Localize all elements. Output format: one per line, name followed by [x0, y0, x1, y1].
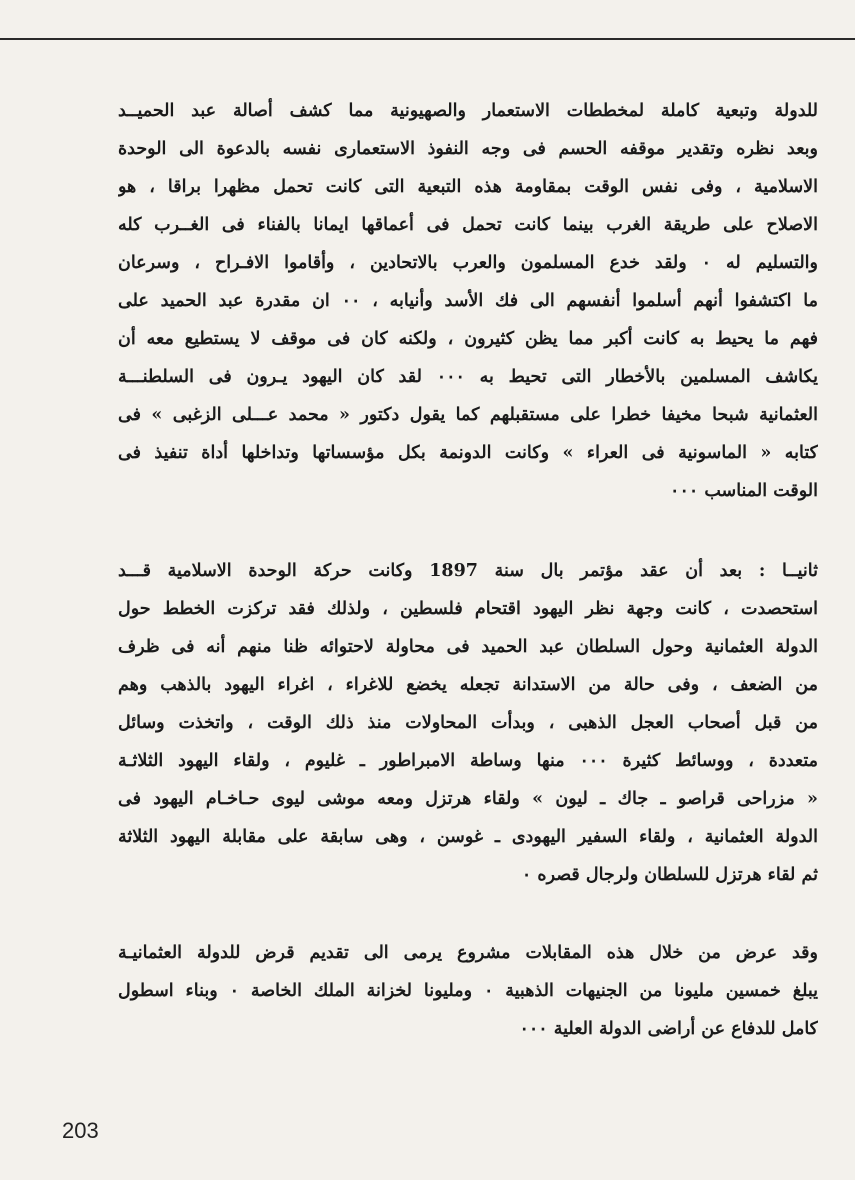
paragraph-line: العثمانية شبحا مخيفا خطرا على مستقبلهم كما يقول دكتور « محمد عـــلى الزغبى » فى [118, 405, 818, 425]
paragraph-line: الدولة العثمانية ، ولقاء السفير اليهودى ـ غوسن ، وهى سابقة على مقابلة اليهود الثلاثة [118, 827, 818, 847]
paragraph-line: « مزراحى قراصو ـ جاك ـ ليون » ولقاء هرتزل ومعه موشى ليوى حـاخـام اليهود فى [118, 789, 818, 809]
paragraph-line: فهم ما يحيط به كانت أكبر مما يظن كثيرون ، ولكنه كان فى موقف لا يستطيع معه أن [118, 329, 818, 349]
paragraph-line: وبعد نظره وتقدير موقفه الحسم فى وجه النفوذ الاستعمارى نفسه بالدعوة الى الوحدة [118, 139, 818, 159]
paragraph-line: يكاشف المسلمين بالأخطار التى تحيط به ۰۰۰ لقد كان اليهود يـرون فى السلطنـــة [118, 367, 818, 387]
paragraph-line: الدولة العثمانية وحول السلطان عبد الحميد فى محاولة لاحتوائه ظنا منهم أنه فى ظرف [118, 637, 818, 657]
paragraph-line: الوقت المناسب ۰۰۰ [670, 481, 818, 501]
paragraph-line: كتابه « الماسونية فى العراء » وكانت الدونمة بكل مؤسساتها وتداخلها أداة تنفيذ فى [118, 443, 818, 463]
paragraph-line: الاصلاح على طريقة الغرب بينما كانت تحمل فى أعماقها ايمانا بالفناء فى الغــرب كله [118, 215, 818, 235]
header-rule [0, 38, 855, 40]
paragraph-line: متعددة ، ووسائط كثيرة ۰۰۰ منها وساطة الامبراطور ـ غليوم ، ولقاء اليهود الثلاثـة [118, 751, 818, 771]
paragraph-1 [118, 92, 818, 510]
paragraph-line: كامل للدفاع عن أراضى الدولة العلية ۰۰۰ [519, 1019, 818, 1039]
paragraph-line: ثم لقاء هرتزل للسلطان ولرجال قصره ۰ [521, 865, 818, 885]
paragraph-2 [118, 552, 818, 894]
paragraph-line: الاسلامية ، وفى نفس الوقت بمقاومة هذه التبعية التى كانت تحمل مظهرا براقا ، هو [118, 177, 818, 197]
paragraph-line: يبلغ خمسين مليونا من الجنيهات الذهبية ۰ ومليونا لخزانة الملك الخاصة ۰ وبناء اسطول [118, 981, 818, 1001]
paragraph-line: وقد عرض من خلال هذه المقابلات مشروع يرمى الى تقديم قرض للدولة العثمانيـة [118, 943, 818, 963]
paragraph-line: من الضعف ، وفى حالة من الاستدانة تجعله يخضع للاغراء ، اغراء اليهود بالذهب وهم [118, 675, 818, 695]
paragraph-line: ما اكتشفوا أنهم أسلموا أنفسهم الى فك الأسد وأنيابه ، ۰۰ ان مقدرة عبد الحميد على [118, 291, 818, 311]
page-number: 203 [62, 1118, 99, 1143]
paragraph-line: ثانيــا : بعد أن عقد مؤتمر بال سنة 1897 وكانت حركة الوحدة الاسلامية قـــد [118, 561, 818, 581]
paragraph-line: من قبل أصحاب العجل الذهبى ، وبدأت المحاولات منذ ذلك الوقت ، واتخذت وسائل [118, 713, 818, 733]
paragraph-line: استحصدت ، كانت وجهة نظر اليهود اقتحام فلسطين ، ولذلك فقد تركزت الخطط حول [118, 599, 818, 619]
paragraph-line: والتسليم له ۰ ولقد خدع المسلمون والعرب بالاتحادين ، وأقاموا الافـراح ، وسرعان [118, 253, 818, 273]
paragraph-3 [118, 934, 818, 1048]
paragraph-line: للدولة وتبعية كاملة لمخططات الاستعمار والصهيونية مما كشف أصالة عبد الحميــد [118, 101, 818, 121]
